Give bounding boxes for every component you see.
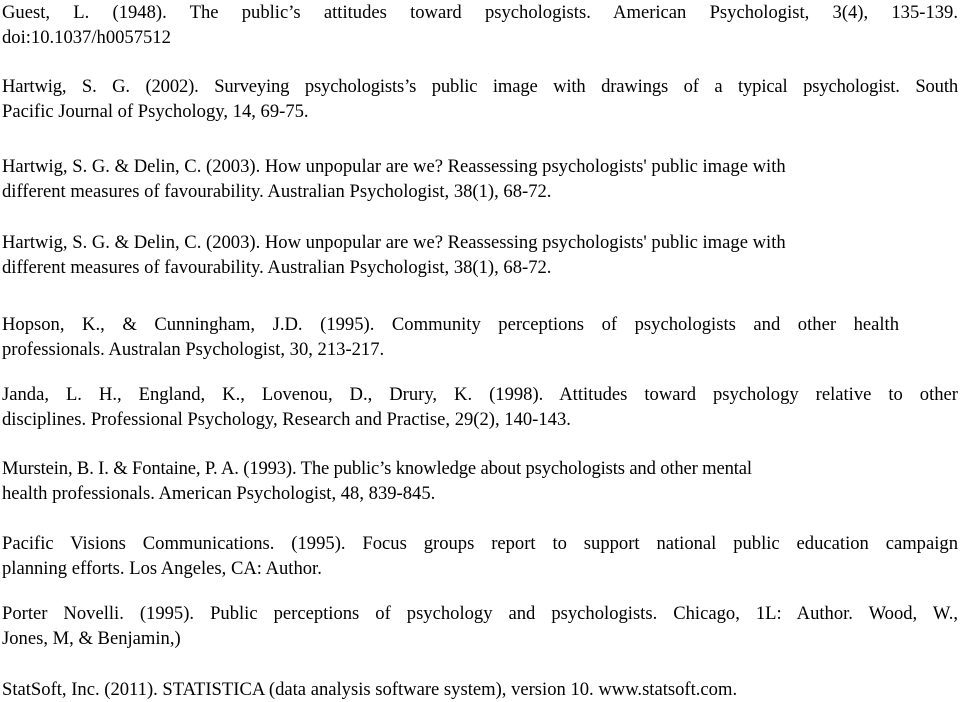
reference-entry-janda-1998 bbox=[2, 382, 958, 432]
reference-line: Janda, L. H., England, K., Lovenou, D., Drury, K. (1998). Attitudes toward psychology relative to other bbox=[2, 384, 958, 405]
reference-line: health professionals. American Psychologist, 48, 839-845. bbox=[2, 483, 436, 504]
reference-line: different measures of favourability. Australian Psychologist, 38(1), 68-72. bbox=[2, 181, 552, 202]
reference-entry-hopson-1995 bbox=[2, 312, 958, 362]
reference-line: Jones, M, & Benjamin,) bbox=[2, 628, 181, 649]
reference-entry-hartwig-delin-2003-b bbox=[2, 230, 958, 280]
reference-line: Hartwig, S. G. & Delin, C. (2003). How unpopular are we? Reassessing psychologists' public image with bbox=[2, 232, 786, 253]
reference-line: Hopson, K., & Cunningham, J.D. (1995). Community perceptions of psychologists and other health bbox=[2, 314, 899, 335]
reference-entry-hartwig-delin-2003-a bbox=[2, 154, 958, 204]
reference-entry-pacific-visions-1995 bbox=[2, 531, 958, 581]
reference-line: planning efforts. Los Angeles, CA: Author. bbox=[2, 558, 322, 579]
reference-line: Pacific Journal of Psychology, 14, 69-75. bbox=[2, 101, 309, 122]
reference-line: StatSoft, Inc. (2011). STATISTICA (data analysis software system), version 10. www.statsoft.com. bbox=[2, 679, 738, 700]
reference-line: doi:10.1037/h0057512 bbox=[2, 27, 171, 48]
reference-line: professionals. Australan Psychologist, 30, 213-217. bbox=[2, 339, 385, 360]
reference-line: Murstein, B. I. & Fontaine, P. A. (1993). The public’s knowledge about psychologists and other mental bbox=[2, 458, 752, 479]
reference-entry-statsoft-2011 bbox=[2, 677, 958, 702]
reference-entry-guest-1948 bbox=[2, 0, 958, 50]
reference-line: Porter Novelli. (1995). Public perceptions of psychology and psychologists. Chicago, 1L: Author. Wood, W., bbox=[2, 603, 958, 624]
reference-line: Pacific Visions Communications. (1995). Focus groups report to support national public education campaign bbox=[2, 533, 958, 554]
reference-line: Hartwig, S. G. & Delin, C. (2003). How unpopular are we? Reassessing psychologists' public image with bbox=[2, 156, 786, 177]
reference-entry-hartwig-2002 bbox=[2, 74, 958, 124]
reference-line: Hartwig, S. G. (2002). Surveying psychologists’s public image with drawings of a typical psychologist. South bbox=[2, 76, 958, 97]
reference-entry-porter-novelli-1995 bbox=[2, 601, 958, 651]
reference-line: different measures of favourability. Australian Psychologist, 38(1), 68-72. bbox=[2, 257, 552, 278]
reference-line: Guest, L. (1948). The public’s attitudes toward psychologists. American Psychologist, 3(4), 135-139. bbox=[2, 2, 958, 23]
reference-line: disciplines. Professional Psychology, Research and Practise, 29(2), 140-143. bbox=[2, 409, 571, 430]
reference-entry-murstein-1993 bbox=[2, 456, 958, 506]
